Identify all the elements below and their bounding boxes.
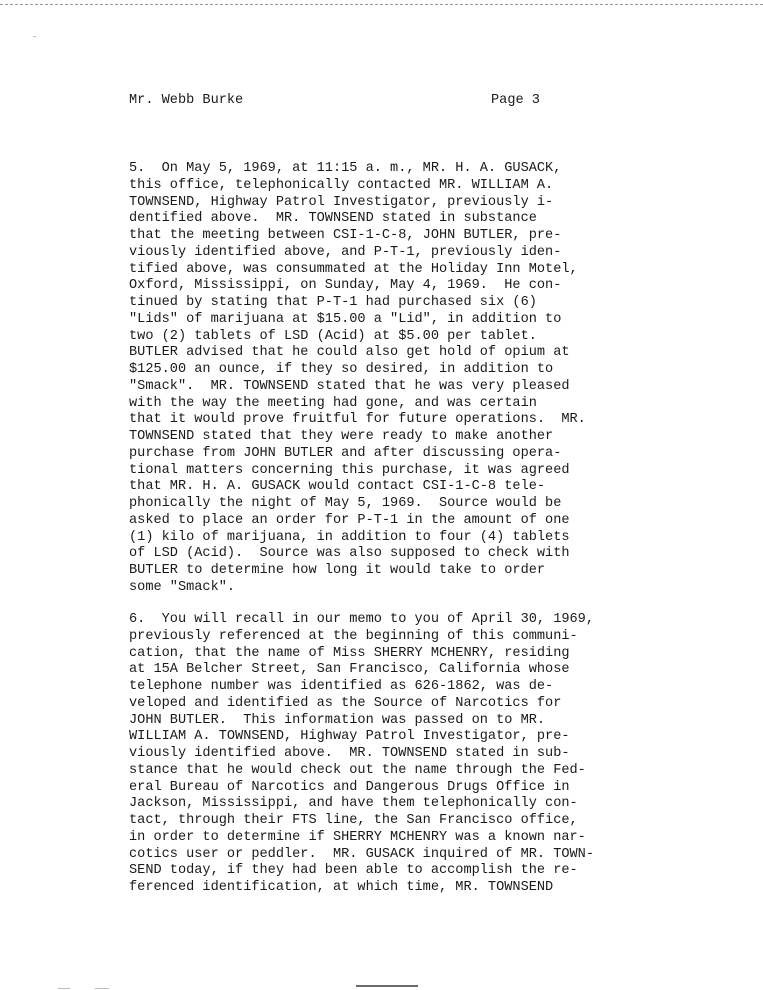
text-line: eral Bureau of Narcotics and Dangerous Drugs Office in <box>129 779 570 795</box>
scan-speck <box>58 988 70 989</box>
text-line: Oxford, Mississippi, on Sunday, May 4, 1969. He con- <box>129 278 562 294</box>
paragraph-5 <box>129 161 649 597</box>
text-line: two (2) tablets of LSD (Acid) at $5.00 per tablet. <box>129 328 537 344</box>
text-line: TOWNSEND stated that they were ready to make another <box>129 429 554 444</box>
text-line: 6. You will recall in our memo to you of April 30, 1969, <box>129 612 594 627</box>
text-line: some "Smack". <box>129 579 236 595</box>
recipient-name: Mr. Webb Burke <box>129 93 244 108</box>
text-line: that MR. H. A. GUSACK would contact CSI-1-C-8 tele- <box>129 479 546 495</box>
text-line: tional matters concerning this purchase, it was agreed <box>129 462 570 478</box>
scan-speck <box>95 988 109 989</box>
text-line: asked to place an order for P-T-1 in the amount of one <box>129 512 570 528</box>
text-line: veloped and identified as the Source of Narcotics for <box>129 695 562 711</box>
text-line: viously identified above, and P-T-1, previously iden- <box>129 244 562 260</box>
text-line: stance that he would check out the name through the Fed- <box>129 762 586 778</box>
text-line: "Lids" of marijuana at $15.00 a "Lid", in addition to <box>129 311 562 327</box>
text-line: telephone number was identified as 626-1862, was de- <box>129 679 554 694</box>
text-line: that the meeting between CSI-1-C-8, JOHN BUTLER, pre- <box>129 228 562 243</box>
text-line: SEND today, if they had been able to accomplish the re- <box>129 863 578 879</box>
paragraph-6 <box>129 612 649 897</box>
page-number: Page 3 <box>491 93 540 108</box>
text-line: dentified above. MR. TOWNSEND stated in substance <box>129 211 537 227</box>
text-line: $125.00 an ounce, if they so desired, in addition to <box>129 362 554 377</box>
text-line: at 15A Belcher Street, San Francisco, California whose <box>129 662 570 678</box>
text-line: previously referenced at the beginning of this communi- <box>129 628 578 644</box>
text-line: purchase from JOHN BUTLER and after discussing opera- <box>129 445 562 461</box>
text-line: BUTLER to determine how long it would take to order <box>129 563 546 578</box>
text-line: "Smack". MR. TOWNSEND stated that he was very pleased <box>129 378 570 394</box>
text-line: WILLIAM A. TOWNSEND, Highway Patrol Investigator, pre- <box>129 729 570 745</box>
text-line: viously identified above. MR. TOWNSEND stated in sub- <box>129 746 570 761</box>
text-line: tinued by stating that P-T-1 had purchased six (6) <box>129 295 537 310</box>
text-line: cation, that the name of Miss SHERRY MCHENRY, residing <box>129 645 570 661</box>
text-line: cotics user or peddler. MR. GUSACK inquired of MR. TOWN- <box>129 846 594 862</box>
memo-header <box>129 93 649 113</box>
text-line: this office, telephonically contacted MR. WILLIAM A. <box>129 177 554 193</box>
scan-speck <box>33 36 36 37</box>
text-line: JOHN BUTLER. This information was passed on to MR. <box>129 712 546 728</box>
text-line: ferenced identification, at which time, MR. TOWNSEND <box>129 880 554 895</box>
text-line: (1) kilo of marijuana, in addition to four (4) tablets <box>129 529 570 545</box>
text-line: phonically the night of May 5, 1969. Source would be <box>129 496 562 511</box>
text-line: 5. On May 5, 1969, at 11:15 a. m., MR. H. A. GUSACK, <box>129 161 562 176</box>
text-line: TOWNSEND, Highway Patrol Investigator, previously i- <box>129 194 554 210</box>
text-line: BUTLER advised that he could also get hold of opium at <box>129 345 570 361</box>
text-line: that it would prove fruitful for future operations. MR. <box>129 412 586 428</box>
text-line: tact, through their FTS line, the San Francisco office, <box>129 813 578 828</box>
text-line: in order to determine if SHERRY MCHENRY was a known nar- <box>129 829 586 845</box>
page-top-edge <box>0 4 763 5</box>
text-line: of LSD (Acid). Source was also supposed to check with <box>129 546 570 562</box>
text-line: Jackson, Mississippi, and have them telephonically con- <box>129 796 578 812</box>
text-line: with the way the meeting had gone, and was certain <box>129 395 537 411</box>
page-footer-mark <box>356 985 418 987</box>
text-line: tified above, was consummated at the Holiday Inn Motel, <box>129 261 578 277</box>
